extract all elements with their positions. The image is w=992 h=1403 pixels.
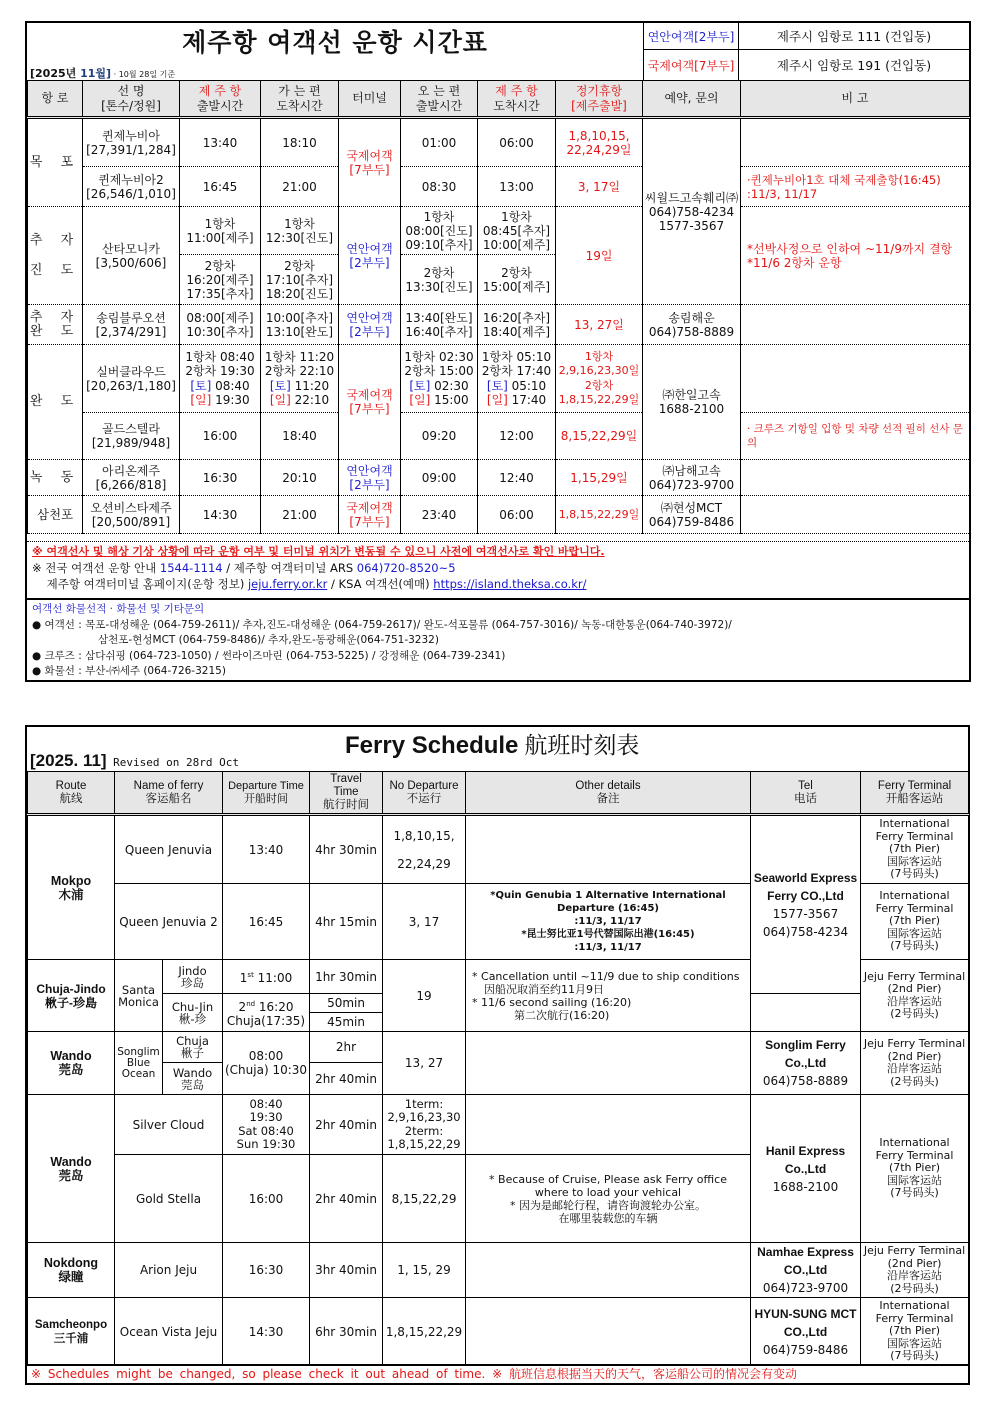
info-phone: 1544-1114: [159, 561, 223, 575]
english-period: [2025. 11] Revised on 28rd Oct: [30, 751, 240, 770]
notice-warning: ※ 여객선사 및 해상 기상 상황에 따라 운항 여부 및 터미널 위치가 변동될 수 있으니 사전에 여객선사로 확인 바랍니다.: [32, 545, 605, 558]
cargo-line-passenger: ● 여객선 : 목포-대성해운 (064-759-2611)/ 추자,진도-대성해운 (064-759-2617)/ 완도-석포물류 (064-757-3016)/ 녹동-대한통운(064-740-3972)/: [32, 618, 732, 631]
period-base-date: · 10월 28일 기준: [111, 70, 176, 79]
travel-time: 2hr: [310, 1032, 383, 1063]
route-samcheonpo: 삼천포: [28, 496, 83, 534]
terminal: 연안여객 [2부두]: [339, 207, 401, 305]
ferry-name: Ocean Vista Jeju: [115, 1298, 223, 1366]
travel-time: 2hr 40min: [310, 1095, 383, 1155]
ferry-terminal: International Ferry Terminal (7th Pier) 国际客运站 (7号码头): [861, 884, 969, 960]
travel-time: 4hr 30min: [310, 815, 383, 884]
header-outbound-arrival: 가 는 편 도착시간: [261, 81, 339, 118]
header-ferry: Name of ferry 客运船名: [115, 772, 223, 815]
notice-links-line: 제주항 여객터미널 홈페이지(운항 정보) jeju.ferry.or.kr / KSA 여객선(예매) https://island.theksa.co.kr/: [32, 577, 587, 591]
tel: Hanil Express Co.,Ltd 1688-2100: [751, 1095, 861, 1243]
table-row: [28, 1032, 969, 1063]
period-year: [2025년: [30, 67, 81, 80]
travel-time: 3hr 40min: [310, 1243, 383, 1298]
ship-name: 산타모니카 [3,500/606]: [83, 207, 180, 305]
travel-time: 45min: [310, 1013, 383, 1032]
ferry-name: Arion Jeju: [115, 1243, 223, 1298]
table-row: [28, 496, 970, 534]
header-jeju-arrival: 제 주 항 도착시간: [478, 81, 556, 118]
remark: [741, 345, 970, 413]
departure-time: 16:30: [223, 1243, 310, 1298]
table-header-row: [28, 772, 969, 815]
route-nokdong: 녹 동: [28, 460, 83, 496]
closed-days: 8,15,22,29일: [556, 413, 643, 460]
remark: *선박사정으로 인하여 ~11/9까지 결항 *11/6 2항차 운항: [741, 207, 970, 305]
route-chuja-jindo: 추 자 진 도: [28, 207, 83, 305]
travel-time: 50min: [310, 994, 383, 1013]
route-samcheonpo: Samcheonpo 三千浦: [28, 1298, 115, 1366]
korean-schedule-table: [27, 80, 970, 534]
return-departure: 09:20: [401, 413, 478, 460]
contact: 송림해운 064)758-8889: [643, 305, 741, 345]
table-row: [28, 305, 970, 345]
header-terminal: 터미널: [339, 81, 401, 118]
no-departure: 1,8,10,15, 22,24,29: [383, 815, 466, 884]
outbound-arrival: 10:00[추자] 13:10[완도]: [261, 305, 339, 345]
travel-time: 6hr 30min: [310, 1298, 383, 1366]
terminal: 국제여객 [7부두]: [339, 496, 401, 534]
jeju-arrival: 13:00: [478, 167, 556, 207]
header-route: Route 航线: [28, 772, 115, 815]
route-chuja-wando: Wando 莞岛: [28, 1032, 115, 1095]
ferry-terminal: Jeju Ferry Terminal (2nd Pier) 沿岸客运站 (2号码头): [861, 1243, 969, 1298]
header-terminal: Ferry Terminal 开船客运站: [861, 772, 969, 815]
no-departure: 8,15,22,29: [383, 1155, 466, 1243]
english-title: Ferry Schedule 航班时刻表: [345, 732, 640, 759]
jeju-departure: 2항차 16:20[제주] 17:35[추자]: [180, 255, 261, 305]
ship-name: 골드스텔라 [21,989/948]: [83, 413, 180, 460]
remark: [741, 460, 970, 496]
schedule-period: [30, 65, 175, 81]
closed-days: 1,8,15,22,29일: [556, 496, 643, 534]
ferry-name: Gold Stella: [115, 1155, 223, 1243]
other-details: * Cancellation until ~11/9 due to ship conditions 因船况取消至约11月9日 * 11/6 second sailing (16:20) 第二次航行(16:20): [466, 960, 751, 1032]
jeju-arrival: 2항차 15:00[제주]: [478, 255, 556, 305]
ferry-terminal: International Ferry Terminal (7th Pier) 国际客运站 (7号码头): [861, 815, 969, 884]
jeju-departure: 1항차 08:40 2항차 19:30 [토] 08:40 [일] 19:30: [180, 345, 261, 413]
terminal-intl-address: 제주시 임항로 191 (건입동): [738, 50, 969, 80]
return-departure: 13:40[완도] 16:40[추자]: [401, 305, 478, 345]
header-other: Other details 备注: [466, 772, 751, 815]
ferry-terminal: Jeju Ferry Terminal (2nd Pier) 沿岸客运站 (2号码头): [861, 960, 969, 1032]
header-ship: 선 명 [톤수/정원]: [83, 81, 180, 118]
return-departure: 08:30: [401, 167, 478, 207]
jeju-departure: 08:00[제주] 10:30[추자]: [180, 305, 261, 345]
jeju-arrival: 12:40: [478, 460, 556, 496]
jeju-departure: 16:30: [180, 460, 261, 496]
table-row: [28, 413, 970, 460]
no-departure: 3, 17: [383, 884, 466, 960]
outbound-arrival: 1항차 12:30[진도]: [261, 207, 339, 255]
table-row: [28, 460, 970, 496]
cargo-line-passenger-cont: 삼천포-현성MCT (064-759-8486)/ 추자,완도-동광해운(064-751-3232): [98, 634, 439, 646]
travel-time: 1hr 30min: [310, 960, 383, 994]
terminal-intl-label: 국제여객[7부두]: [643, 50, 738, 80]
jeju-departure: 16:00: [180, 413, 261, 460]
ferry-name: Songlim Blue Ocean: [115, 1032, 163, 1095]
table-row: [28, 1095, 969, 1155]
header-departure: Departure Time 开船时间: [223, 772, 310, 815]
contact: ㈜현성MCT 064)759-8486: [643, 496, 741, 534]
other-details: [466, 1032, 751, 1095]
english-schedule: [25, 725, 970, 1385]
remark: [741, 305, 970, 345]
ars-phone: 064)720-8520~5: [356, 561, 456, 575]
header-contact: 예약, 문의: [643, 81, 741, 118]
route-chuja-jindo: Chuja-Jindo 楸子-珍島: [28, 960, 115, 1032]
return-departure: 09:00: [401, 460, 478, 496]
table-row: [28, 118, 970, 167]
ferry-name: Queen Jenuvia 2: [115, 884, 223, 960]
ferry-name: Santa Monica: [115, 960, 163, 1032]
no-departure: 1term: 2,9,16,23,30 2term: 1,8,15,22,29: [383, 1095, 466, 1155]
closed-days: 1,8,10,15, 22,24,29일: [556, 118, 643, 167]
no-departure: 1,8,15,22,29: [383, 1298, 466, 1366]
jeju-departure: 1항차 11:00[제주]: [180, 207, 261, 255]
departure-time: 13:40: [223, 815, 310, 884]
return-departure: 2항차 13:30[진도]: [401, 255, 478, 305]
closed-days: 3, 17일: [556, 167, 643, 207]
jeju-arrival: 12:00: [478, 413, 556, 460]
outbound-arrival: 21:00: [261, 167, 339, 207]
closed-days: 13, 27일: [556, 305, 643, 345]
jeju-departure: 13:40: [180, 118, 261, 167]
cargo-title: 여객선 화물선적 · 화물선 및 기타문의: [32, 603, 205, 615]
route-wando: 완 도: [28, 345, 83, 460]
schedule-change-notice: ※ Schedules might be changed, so please check it out ahead of time. ※ 航班信息根据当天的天气，客运船公司的情况会有变动: [27, 1364, 968, 1384]
header-travel: Travel Time 航行时间: [310, 772, 383, 815]
travel-time: 2hr 40min: [310, 1063, 383, 1095]
ferry-terminal: International Ferry Terminal (7th Pier) 国际客运站 (7号码头): [861, 1298, 969, 1366]
remark: · 크루즈 기항일 입항 및 차량 선적 필히 선사 문의: [741, 413, 970, 460]
departure-time: 16:45: [223, 884, 310, 960]
terminal: 국제여객 [7부두]: [339, 118, 401, 207]
remark: [741, 496, 970, 534]
outbound-arrival: 21:00: [261, 496, 339, 534]
contact: ㈜한일고속 1688-2100: [643, 345, 741, 460]
route-nokdong: Nokdong 绿瞳: [28, 1243, 115, 1298]
return-departure: 01:00: [401, 118, 478, 167]
header-route: 항 로: [28, 81, 83, 118]
other-details: [466, 1243, 751, 1298]
notice-info-line: ※ 전국 여객선 운항 안내 1544-1114 / 제주항 여객터미널 ARS 064)720-8520~5: [32, 561, 456, 575]
return-departure: 1항차 02:30 2항차 15:00 [토] 02:30 [일] 15:00: [401, 345, 478, 413]
ship-name: 송림블루오션 [2,374/291]: [83, 305, 180, 345]
contact: 씨월드고속훼리㈜ 064)758-4234 1577-3567: [643, 118, 741, 305]
header-remarks: 비 고: [741, 81, 970, 118]
closed-days: 1,15,29일: [556, 460, 643, 496]
table-row: [28, 1298, 969, 1366]
header-return-departure: 오 는 편 출발시간: [401, 81, 478, 118]
departure-time: 14:30: [223, 1298, 310, 1366]
jeju-arrival: 1항차 08:45[추자] 10:00[제주]: [478, 207, 556, 255]
return-departure: 23:40: [401, 496, 478, 534]
table-row: [28, 207, 970, 255]
terminal-coastal-label: 연안여객[2부두]: [643, 23, 738, 50]
departure-time: 16:00: [223, 1155, 310, 1243]
cargo-line-cruise: ● 크루즈 : 삼다쉬핑 (064-723-1050) / 썬라이즈마린 (064-753-5225) / 강정해운 (064-739-2341): [32, 649, 506, 662]
route-chuja-wando: 추 자 완 도: [28, 305, 83, 345]
ksa-booking-link[interactable]: https://island.theksa.co.kr/: [433, 577, 587, 591]
tel: Songlim Ferry Co.,Ltd 064)758-8889: [751, 1032, 861, 1095]
cargo-line-freighter: ● 화물선 : 부산-㈜세주 (064-726-3215): [32, 665, 226, 677]
closed-days: 1항차 2,9,16,23,30일 2항차 1,8,15,22,29일: [556, 345, 643, 413]
outbound-arrival: 1항차 11:20 2항차 22:10 [토] 11:20 [일] 22:10: [261, 345, 339, 413]
period-month: 11월]: [80, 67, 112, 80]
outbound-arrival: 18:40: [261, 413, 339, 460]
travel-time: 2hr 40min: [310, 1155, 383, 1243]
outbound-arrival: 18:10: [261, 118, 339, 167]
other-details: [466, 1095, 751, 1155]
route-mokpo: 목 포: [28, 118, 83, 207]
jeju-arrival: 06:00: [478, 496, 556, 534]
header-closed-days: 정기휴항 [제주출발]: [556, 81, 643, 118]
page-title: 제주항 여객선 운항 시간표: [182, 28, 488, 57]
segment-wando: Wando 莞岛: [163, 1063, 223, 1095]
departure-time: 08:00 (Chuja) 10:30: [223, 1032, 310, 1095]
other-details: * Because of Cruise, Please ask Ferry office where to load your vehical * 因为是邮轮行程，请咨询渡轮办公室。 在哪里装载您的车辆: [466, 1155, 751, 1243]
remark: ·퀸제누비아1호 대체 국제출항(16:45) :11/3, 11/17: [741, 167, 970, 207]
return-departure: 1항차 08:00[진도] 09:10[추자]: [401, 207, 478, 255]
ferry-terminal: International Ferry Terminal (7th Pier) 国际客运站 (7号码头): [861, 1095, 969, 1243]
header-no-departure: No Departure 不运行: [383, 772, 466, 815]
ship-name: 오션비스타제주 [20,500/891]: [83, 496, 180, 534]
other-details: [466, 815, 751, 884]
jeju-departure: 14:30: [180, 496, 261, 534]
ship-name: 아리온제주 [6,266/818]: [83, 460, 180, 496]
jeju-arrival: 06:00: [478, 118, 556, 167]
tel: HYUN-SUNG MCT CO.,Ltd 064)759-8486: [751, 1298, 861, 1366]
table-row: [28, 815, 969, 884]
ferry-name: Queen Jenuvia: [115, 815, 223, 884]
outbound-arrival: 2항차 17:10[추자] 18:20[진도]: [261, 255, 339, 305]
jeju-arrival: 1항차 05:10 2항차 17:40 [토] 05:10 [일] 17:40: [478, 345, 556, 413]
departure-time: 1st 11:00: [223, 960, 310, 994]
header-tel: Tel 电话: [751, 772, 861, 815]
contact: ㈜남해고속 064)723-9700: [643, 460, 741, 496]
korean-timetable: [25, 21, 971, 682]
ship-name: 실버클라우드 [20,263/1,180]: [83, 345, 180, 413]
english-schedule-table: [27, 771, 969, 1366]
departure-time: 08:40 19:30 Sat 08:40 Sun 19:30: [223, 1095, 310, 1155]
table-header-row: [28, 81, 970, 118]
terminal-coastal-address: 제주시 임항로 111 (건입동): [738, 23, 969, 50]
closed-days: 19일: [556, 207, 643, 305]
outbound-arrival: 20:10: [261, 460, 339, 496]
route-wando: Wando 莞岛: [28, 1095, 115, 1243]
departure-time: 2nd 16:20 Chuja(17:35): [223, 994, 310, 1032]
ferry-name: Silver Cloud: [115, 1095, 223, 1155]
segment-chu-jin: Chu-Jin 楸-珍: [163, 994, 223, 1032]
jeju-ferry-link[interactable]: jeju.ferry.or.kr: [247, 577, 328, 591]
tel: Namhae Express CO.,Ltd 064)723-9700: [751, 1243, 861, 1298]
header-jeju-departure: 제 주 항 출발시간: [180, 81, 261, 118]
segment-jindo: Jindo 珍岛: [163, 960, 223, 994]
travel-time: 4hr 15min: [310, 884, 383, 960]
table-row: [28, 345, 970, 413]
ferry-terminal: Jeju Ferry Terminal (2nd Pier) 沿岸客运站 (2号码头): [861, 1032, 969, 1095]
terminal: 연안여객 [2부두]: [339, 460, 401, 496]
table-row: [28, 1243, 969, 1298]
other-details: *Quin Genubia 1 Alternative International Departure (16:45) :11/3, 11/17 *昆士努比亚1号代替国际出港(16:45) :11/3, 11/17: [466, 884, 751, 960]
no-departure: 1, 15, 29: [383, 1243, 466, 1298]
notice-box: [27, 541, 969, 598]
other-details: [466, 1298, 751, 1366]
no-departure: 19: [383, 960, 466, 1032]
table-row: [28, 167, 970, 207]
route-mokpo: Mokpo 木浦: [28, 815, 115, 960]
ship-name: 퀸제누비아 [27,391/1,284]: [83, 118, 180, 167]
jeju-departure: 16:45: [180, 167, 261, 207]
jeju-arrival: 16:20[추자] 18:40[제주]: [478, 305, 556, 345]
no-departure: 13, 27: [383, 1032, 466, 1095]
tel: Seaworld Express Ferry CO.,Ltd 1577-3567 064)758-4234: [751, 815, 861, 994]
terminal: 국제여객 [7부두]: [339, 345, 401, 460]
terminal: 연안여객 [2부두]: [339, 305, 401, 345]
segment-chuja: Chuja 楸子: [163, 1032, 223, 1063]
remark: [741, 118, 970, 167]
cargo-contacts: [27, 598, 969, 680]
ship-name: 퀸제누비아2 [26,546/1,010]: [83, 167, 180, 207]
